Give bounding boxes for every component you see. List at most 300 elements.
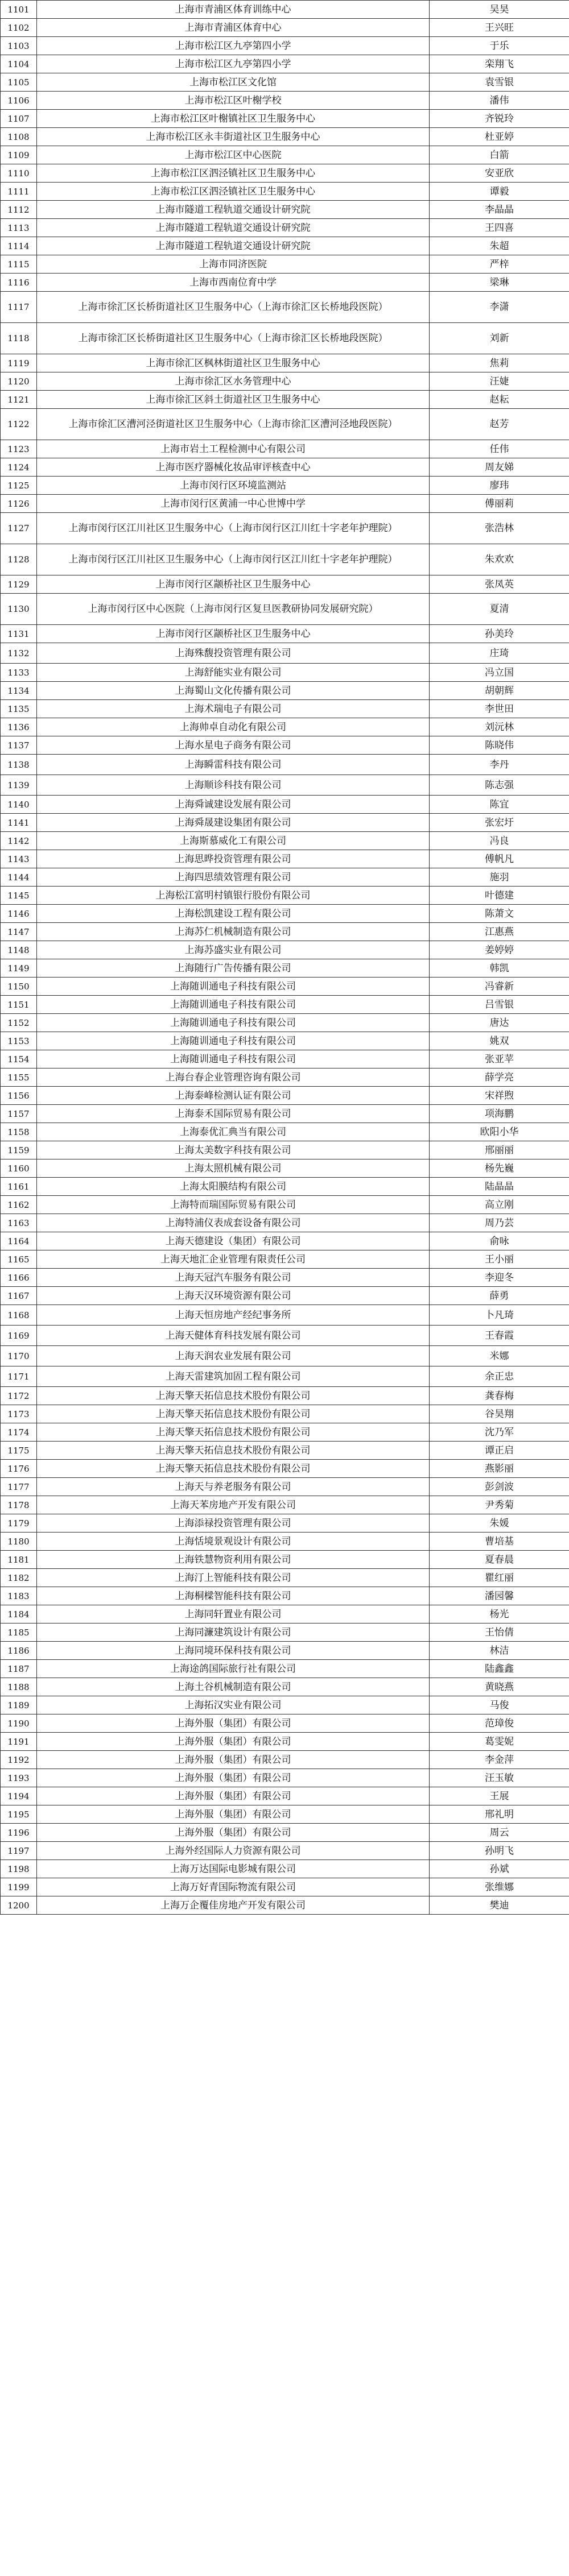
organization-cell: 上海市西南位育中学 <box>37 274 430 292</box>
organization-cell: 上海市隧道工程轨道交通设计研究院 <box>37 201 430 219</box>
organization-cell: 上海特而瑞国际贸易有限公司 <box>37 1196 430 1214</box>
row-number-cell: 1159 <box>1 1141 37 1159</box>
row-number-cell: 1191 <box>1 1733 37 1751</box>
organization-cell: 上海舜晟建设集团有限公司 <box>37 814 430 832</box>
table-row <box>1 1805 569 1824</box>
person-name-cell: 汪玉敏 <box>430 1769 569 1787</box>
table-row <box>1 1605 569 1624</box>
organization-cell: 上海市青浦区体育训练中心 <box>37 1 430 19</box>
organization-cell: 上海外服（集团）有限公司 <box>37 1751 430 1769</box>
table-row <box>1 868 569 887</box>
person-name-cell: 陆晶晶 <box>430 1178 569 1196</box>
table-row <box>1 1896 569 1915</box>
organization-cell: 上海天擎天拓信息技术股份有限公司 <box>37 1460 430 1478</box>
row-number-cell: 1107 <box>1 110 37 128</box>
table-row <box>1 55 569 73</box>
person-name-cell: 李丹 <box>430 755 569 775</box>
table-row <box>1 495 569 513</box>
person-name-cell: 朱媛 <box>430 1514 569 1533</box>
table-row <box>1 354 569 372</box>
person-name-cell: 杨先巍 <box>430 1159 569 1178</box>
person-name-cell: 周云 <box>430 1824 569 1842</box>
organization-cell: 上海万达国际电影城有限公司 <box>37 1860 430 1878</box>
person-name-cell: 施羽 <box>430 868 569 887</box>
person-name-cell: 李潇 <box>430 292 569 323</box>
table-row <box>1 1123 569 1141</box>
row-number-cell: 1132 <box>1 643 37 664</box>
organization-cell: 上海市闵行区环境监测站 <box>37 477 430 495</box>
table-row <box>1 146 569 164</box>
person-name-cell: 张宏圩 <box>430 814 569 832</box>
person-name-cell: 任伟 <box>430 440 569 458</box>
organization-cell: 上海市徐汇区长桥街道社区卫生服务中心（上海市徐汇区长桥地段医院） <box>37 292 430 323</box>
person-name-cell: 廖玮 <box>430 477 569 495</box>
organization-cell: 上海市岩土工程检测中心有限公司 <box>37 440 430 458</box>
row-number-cell: 1188 <box>1 1678 37 1696</box>
organization-cell: 上海市松江区九亭第四小学 <box>37 37 430 55</box>
person-name-cell: 欧阳小华 <box>430 1123 569 1141</box>
row-number-cell: 1111 <box>1 183 37 201</box>
person-name-cell: 刘新 <box>430 323 569 354</box>
table-row <box>1 1714 569 1733</box>
row-number-cell: 1118 <box>1 323 37 354</box>
row-number-cell: 1166 <box>1 1269 37 1287</box>
table-row <box>1 1533 569 1551</box>
person-name-cell: 葛雯妮 <box>430 1733 569 1751</box>
person-name-cell: 于乐 <box>430 37 569 55</box>
person-name-cell: 张浩林 <box>430 513 569 544</box>
row-number-cell: 1112 <box>1 201 37 219</box>
table-row <box>1 391 569 409</box>
organization-cell: 上海外服（集团）有限公司 <box>37 1769 430 1787</box>
person-name-cell: 李金萍 <box>430 1751 569 1769</box>
row-number-cell: 1119 <box>1 354 37 372</box>
person-name-cell: 朱欢欢 <box>430 544 569 575</box>
person-name-cell: 谷昊翔 <box>430 1405 569 1423</box>
person-name-cell: 袁雪银 <box>430 73 569 92</box>
table-row <box>1 92 569 110</box>
person-name-cell: 白箭 <box>430 146 569 164</box>
organization-cell: 上海天擎天拓信息技术股份有限公司 <box>37 1442 430 1460</box>
table-row <box>1 1769 569 1787</box>
organization-cell: 上海随训通电子科技有限公司 <box>37 996 430 1014</box>
organization-cell: 上海天润农业发展有限公司 <box>37 1346 430 1366</box>
row-number-cell: 1169 <box>1 1326 37 1346</box>
table-row <box>1 1014 569 1032</box>
table-row <box>1 1733 569 1751</box>
organization-cell: 上海外服（集团）有限公司 <box>37 1824 430 1842</box>
row-number-cell: 1115 <box>1 255 37 274</box>
table-row <box>1 1678 569 1696</box>
organization-cell: 上海市松江区九亭第四小学 <box>37 55 430 73</box>
row-number-cell: 1117 <box>1 292 37 323</box>
organization-cell: 上海途鸽国际旅行社有限公司 <box>37 1660 430 1678</box>
table-row <box>1 1141 569 1159</box>
table-row <box>1 664 569 682</box>
row-number-cell: 1186 <box>1 1642 37 1660</box>
row-number-cell: 1114 <box>1 237 37 255</box>
row-number-cell: 1162 <box>1 1196 37 1214</box>
table-row <box>1 775 569 796</box>
row-number-cell: 1172 <box>1 1387 37 1405</box>
person-name-cell: 齐锐玲 <box>430 110 569 128</box>
table-row <box>1 700 569 718</box>
row-number-cell: 1106 <box>1 92 37 110</box>
table-row <box>1 736 569 755</box>
organization-cell: 上海蜀山文化传播有限公司 <box>37 682 430 700</box>
row-number-cell: 1181 <box>1 1551 37 1569</box>
table-row <box>1 1696 569 1714</box>
table-row <box>1 1050 569 1068</box>
row-number-cell: 1134 <box>1 682 37 700</box>
row-number-cell: 1174 <box>1 1423 37 1442</box>
person-name-cell: 陈宜 <box>430 796 569 814</box>
row-number-cell: 1180 <box>1 1533 37 1551</box>
person-name-cell: 朱超 <box>430 237 569 255</box>
organization-cell: 上海舜诚建设发展有限公司 <box>37 796 430 814</box>
organization-cell: 上海松凯建设工程有限公司 <box>37 905 430 923</box>
row-number-cell: 1125 <box>1 477 37 495</box>
person-name-cell: 宋祥煦 <box>430 1087 569 1105</box>
person-name-cell: 孙美玲 <box>430 625 569 643</box>
table-row <box>1 1269 569 1287</box>
person-name-cell: 冯立国 <box>430 664 569 682</box>
table-row <box>1 1787 569 1805</box>
organization-cell: 上海外服（集团）有限公司 <box>37 1787 430 1805</box>
person-name-cell: 米娜 <box>430 1346 569 1366</box>
table-row <box>1 323 569 354</box>
table-row <box>1 1460 569 1478</box>
table-row <box>1 1346 569 1366</box>
row-number-cell: 1150 <box>1 978 37 996</box>
table-row <box>1 850 569 868</box>
person-name-cell: 赵芳 <box>430 409 569 440</box>
table-row <box>1 755 569 775</box>
table-row <box>1 1423 569 1442</box>
table-row <box>1 959 569 978</box>
organization-cell: 上海万好青国际物流有限公司 <box>37 1878 430 1896</box>
organization-cell: 上海市徐汇区水务管理中心 <box>37 372 430 391</box>
person-name-cell: 邢礼明 <box>430 1805 569 1824</box>
person-name-cell: 冯睿新 <box>430 978 569 996</box>
table-row <box>1 996 569 1014</box>
row-number-cell: 1136 <box>1 718 37 736</box>
table-row <box>1 1642 569 1660</box>
table-row <box>1 1478 569 1496</box>
organization-cell: 上海四思绩效管理有限公司 <box>37 868 430 887</box>
person-name-cell: 王怡倩 <box>430 1624 569 1642</box>
person-name-cell: 项海鹏 <box>430 1105 569 1123</box>
row-number-cell: 1121 <box>1 391 37 409</box>
organization-cell: 上海外服（集团）有限公司 <box>37 1714 430 1733</box>
organization-cell: 上海天苯房地产开发有限公司 <box>37 1496 430 1514</box>
row-number-cell: 1156 <box>1 1087 37 1105</box>
organization-cell: 上海万企覆佳房地产开发有限公司 <box>37 1896 430 1915</box>
table-row <box>1 1214 569 1232</box>
person-name-cell: 卜凡琦 <box>430 1305 569 1326</box>
table-row <box>1 682 569 700</box>
organization-cell: 上海斯慕威化工有限公司 <box>37 832 430 850</box>
table-row <box>1 1105 569 1123</box>
table-row <box>1 594 569 625</box>
row-number-cell: 1187 <box>1 1660 37 1678</box>
table-row <box>1 372 569 391</box>
table-row <box>1 1860 569 1878</box>
person-name-cell: 王展 <box>430 1787 569 1805</box>
person-name-cell: 傅丽莉 <box>430 495 569 513</box>
table-row <box>1 1551 569 1569</box>
person-name-cell: 张亚苹 <box>430 1050 569 1068</box>
table-row <box>1 1232 569 1250</box>
person-name-cell: 张维娜 <box>430 1878 569 1896</box>
organization-cell: 上海天冠汽车服务有限公司 <box>37 1269 430 1287</box>
row-number-cell: 1178 <box>1 1496 37 1514</box>
table-row <box>1 255 569 274</box>
organization-cell: 上海市隧道工程轨道交通设计研究院 <box>37 237 430 255</box>
row-number-cell: 1155 <box>1 1068 37 1087</box>
organization-cell: 上海泰优汇典当有限公司 <box>37 1123 430 1141</box>
row-number-cell: 1197 <box>1 1842 37 1860</box>
organization-cell: 上海市松江区泗泾镇社区卫生服务中心 <box>37 164 430 183</box>
person-name-cell: 瞿红丽 <box>430 1569 569 1587</box>
person-name-cell: 陈晓伟 <box>430 736 569 755</box>
row-number-cell: 1185 <box>1 1624 37 1642</box>
row-number-cell: 1163 <box>1 1214 37 1232</box>
person-name-cell: 邢丽丽 <box>430 1141 569 1159</box>
row-number-cell: 1122 <box>1 409 37 440</box>
organization-cell: 上海泰峰检测认证有限公司 <box>37 1087 430 1105</box>
person-name-cell: 王兴旺 <box>430 19 569 37</box>
table-row <box>1 718 569 736</box>
row-number-cell: 1105 <box>1 73 37 92</box>
organization-cell: 上海水星电子商务有限公司 <box>37 736 430 755</box>
row-number-cell: 1140 <box>1 796 37 814</box>
table-row <box>1 237 569 255</box>
organization-cell: 上海市闵行区颛桥社区卫生服务中心 <box>37 625 430 643</box>
table-row <box>1 625 569 643</box>
table-row <box>1 477 569 495</box>
person-name-cell: 叶德建 <box>430 887 569 905</box>
table-row <box>1 164 569 183</box>
organization-cell: 上海市闵行区中心医院（上海市闵行区复旦医教研协同发展研究院） <box>37 594 430 625</box>
row-number-cell: 1157 <box>1 1105 37 1123</box>
table-row <box>1 458 569 477</box>
person-name-cell: 刘沅林 <box>430 718 569 736</box>
organization-cell: 上海市松江区永丰街道社区卫生服务中心 <box>37 128 430 146</box>
table-row <box>1 1159 569 1178</box>
person-name-cell: 冯良 <box>430 832 569 850</box>
organization-cell: 上海随训通电子科技有限公司 <box>37 978 430 996</box>
row-number-cell: 1128 <box>1 544 37 575</box>
table-row <box>1 1624 569 1642</box>
table-row <box>1 513 569 544</box>
row-number-cell: 1195 <box>1 1805 37 1824</box>
person-name-cell: 庄琦 <box>430 643 569 664</box>
row-number-cell: 1184 <box>1 1605 37 1624</box>
person-name-cell: 燕影丽 <box>430 1460 569 1478</box>
person-name-cell: 俞咏 <box>430 1232 569 1250</box>
organization-cell: 上海帅卓自动化有限公司 <box>37 718 430 736</box>
table-row <box>1 1587 569 1605</box>
person-name-cell: 黄晓燕 <box>430 1678 569 1696</box>
person-name-cell: 夏春晨 <box>430 1551 569 1569</box>
organization-cell: 上海外经国际人力资源有限公司 <box>37 1842 430 1860</box>
person-name-cell: 薛勇 <box>430 1287 569 1305</box>
person-name-cell: 潘伟 <box>430 92 569 110</box>
row-number-cell: 1120 <box>1 372 37 391</box>
organization-cell: 上海天恒房地产经纪事务所 <box>37 1305 430 1326</box>
person-name-cell: 李晶晶 <box>430 201 569 219</box>
organization-cell: 上海泰禾国际贸易有限公司 <box>37 1105 430 1123</box>
organization-cell: 上海桐樑智能科技有限公司 <box>37 1587 430 1605</box>
organization-cell: 上海天健体育科技发展有限公司 <box>37 1326 430 1346</box>
person-name-cell: 龚春梅 <box>430 1387 569 1405</box>
person-name-cell: 陆鑫鑫 <box>430 1660 569 1678</box>
table-row <box>1 1 569 19</box>
table-row <box>1 1496 569 1514</box>
person-name-cell: 梁琳 <box>430 274 569 292</box>
table-row <box>1 128 569 146</box>
organization-cell: 上海同轩置业有限公司 <box>37 1605 430 1624</box>
row-number-cell: 1145 <box>1 887 37 905</box>
row-number-cell: 1175 <box>1 1442 37 1460</box>
row-number-cell: 1152 <box>1 1014 37 1032</box>
table-row <box>1 814 569 832</box>
person-name-cell: 彭剑波 <box>430 1478 569 1496</box>
person-name-cell: 胡朝辉 <box>430 682 569 700</box>
table-row <box>1 440 569 458</box>
table-row <box>1 905 569 923</box>
row-number-cell: 1158 <box>1 1123 37 1141</box>
row-number-cell: 1192 <box>1 1751 37 1769</box>
person-name-cell: 王四喜 <box>430 219 569 237</box>
table-row <box>1 978 569 996</box>
row-number-cell: 1109 <box>1 146 37 164</box>
organization-cell: 上海术瑞电子有限公司 <box>37 700 430 718</box>
organization-cell: 上海汀上智能科技有限公司 <box>37 1569 430 1587</box>
organization-cell: 上海天汉环境资源有限公司 <box>37 1287 430 1305</box>
organization-cell: 上海市松江区文化馆 <box>37 73 430 92</box>
organization-cell: 上海天擎天拓信息技术股份有限公司 <box>37 1423 430 1442</box>
row-number-cell: 1133 <box>1 664 37 682</box>
row-number-cell: 1198 <box>1 1860 37 1878</box>
organization-cell: 上海拓汉实业有限公司 <box>37 1696 430 1714</box>
person-name-cell: 杜亚婷 <box>430 128 569 146</box>
table-row <box>1 1068 569 1087</box>
row-number-cell: 1104 <box>1 55 37 73</box>
organization-cell: 上海太美数字科技有限公司 <box>37 1141 430 1159</box>
row-number-cell: 1151 <box>1 996 37 1014</box>
person-name-cell: 谭正启 <box>430 1442 569 1460</box>
organization-cell: 上海市闵行区黄浦一中心世博中学 <box>37 495 430 513</box>
row-number-cell: 1161 <box>1 1178 37 1196</box>
person-name-cell: 王春霞 <box>430 1326 569 1346</box>
row-number-cell: 1177 <box>1 1478 37 1496</box>
person-name-cell: 马俊 <box>430 1696 569 1714</box>
row-number-cell: 1102 <box>1 19 37 37</box>
person-name-cell: 谭毅 <box>430 183 569 201</box>
row-number-cell: 1146 <box>1 905 37 923</box>
table-row <box>1 1366 569 1387</box>
person-name-cell: 吕雪银 <box>430 996 569 1014</box>
organization-cell: 上海市松江区叶榭学校 <box>37 92 430 110</box>
organization-cell: 上海太阳膜结构有限公司 <box>37 1178 430 1196</box>
row-number-cell: 1153 <box>1 1032 37 1050</box>
table-row <box>1 183 569 201</box>
person-name-cell: 林洁 <box>430 1642 569 1660</box>
row-number-cell: 1179 <box>1 1514 37 1533</box>
row-number-cell: 1170 <box>1 1346 37 1366</box>
person-name-cell: 孙斌 <box>430 1860 569 1878</box>
person-name-cell: 樊迪 <box>430 1896 569 1915</box>
person-name-cell: 孙明飞 <box>430 1842 569 1860</box>
table-row <box>1 643 569 664</box>
row-number-cell: 1113 <box>1 219 37 237</box>
row-number-cell: 1101 <box>1 1 37 19</box>
person-name-cell: 赵耘 <box>430 391 569 409</box>
person-name-cell: 严梓 <box>430 255 569 274</box>
row-number-cell: 1200 <box>1 1896 37 1915</box>
organization-cell: 上海天地汇企业管理有限责任公司 <box>37 1250 430 1269</box>
organization-cell: 上海市徐汇区漕河泾街道社区卫生服务中心（上海市徐汇区漕河泾地段医院） <box>37 409 430 440</box>
organization-cell: 上海苏仁机械制造有限公司 <box>37 923 430 941</box>
organization-cell: 上海铁慧物资利用有限公司 <box>37 1551 430 1569</box>
person-name-cell: 尹秀菊 <box>430 1496 569 1514</box>
person-name-cell: 王小丽 <box>430 1250 569 1269</box>
row-number-cell: 1110 <box>1 164 37 183</box>
row-number-cell: 1183 <box>1 1587 37 1605</box>
organization-cell: 上海随训通电子科技有限公司 <box>37 1050 430 1068</box>
organization-cell: 上海市松江区叶榭镇社区卫生服务中心 <box>37 110 430 128</box>
table-body <box>1 1 569 1915</box>
organization-cell: 上海土谷机械制造有限公司 <box>37 1678 430 1696</box>
table-row <box>1 1842 569 1860</box>
row-number-cell: 1126 <box>1 495 37 513</box>
person-name-cell: 安亚欣 <box>430 164 569 183</box>
person-name-cell: 唐达 <box>430 1014 569 1032</box>
person-name-cell: 范璋俊 <box>430 1714 569 1733</box>
organization-cell: 上海松江富明村镇银行股份有限公司 <box>37 887 430 905</box>
person-name-cell: 潘园馨 <box>430 1587 569 1605</box>
table-row <box>1 887 569 905</box>
row-number-cell: 1194 <box>1 1787 37 1805</box>
row-number-cell: 1149 <box>1 959 37 978</box>
row-number-cell: 1108 <box>1 128 37 146</box>
organization-cell: 上海市同济医院 <box>37 255 430 274</box>
table-row <box>1 832 569 850</box>
row-number-cell: 1147 <box>1 923 37 941</box>
table-row <box>1 19 569 37</box>
row-number-cell: 1137 <box>1 736 37 755</box>
table-row <box>1 274 569 292</box>
table-row <box>1 1660 569 1678</box>
organization-cell: 上海市隧道工程轨道交通设计研究院 <box>37 219 430 237</box>
organization-cell: 上海随训通电子科技有限公司 <box>37 1032 430 1050</box>
organization-cell: 上海市松江区泗泾镇社区卫生服务中心 <box>37 183 430 201</box>
row-number-cell: 1165 <box>1 1250 37 1269</box>
row-number-cell: 1160 <box>1 1159 37 1178</box>
row-number-cell: 1171 <box>1 1366 37 1387</box>
row-number-cell: 1135 <box>1 700 37 718</box>
person-name-cell: 吴昊 <box>430 1 569 19</box>
person-name-cell: 焦莉 <box>430 354 569 372</box>
organization-cell: 上海瞬雷科技有限公司 <box>37 755 430 775</box>
organization-cell: 上海市闵行区江川社区卫生服务中心（上海市闵行区江川红十字老年护理院） <box>37 513 430 544</box>
organization-cell: 上海天德建设（集团）有限公司 <box>37 1232 430 1250</box>
table-row <box>1 1442 569 1460</box>
organization-cell: 上海苏盛实业有限公司 <box>37 941 430 959</box>
person-name-cell: 余正忠 <box>430 1366 569 1387</box>
